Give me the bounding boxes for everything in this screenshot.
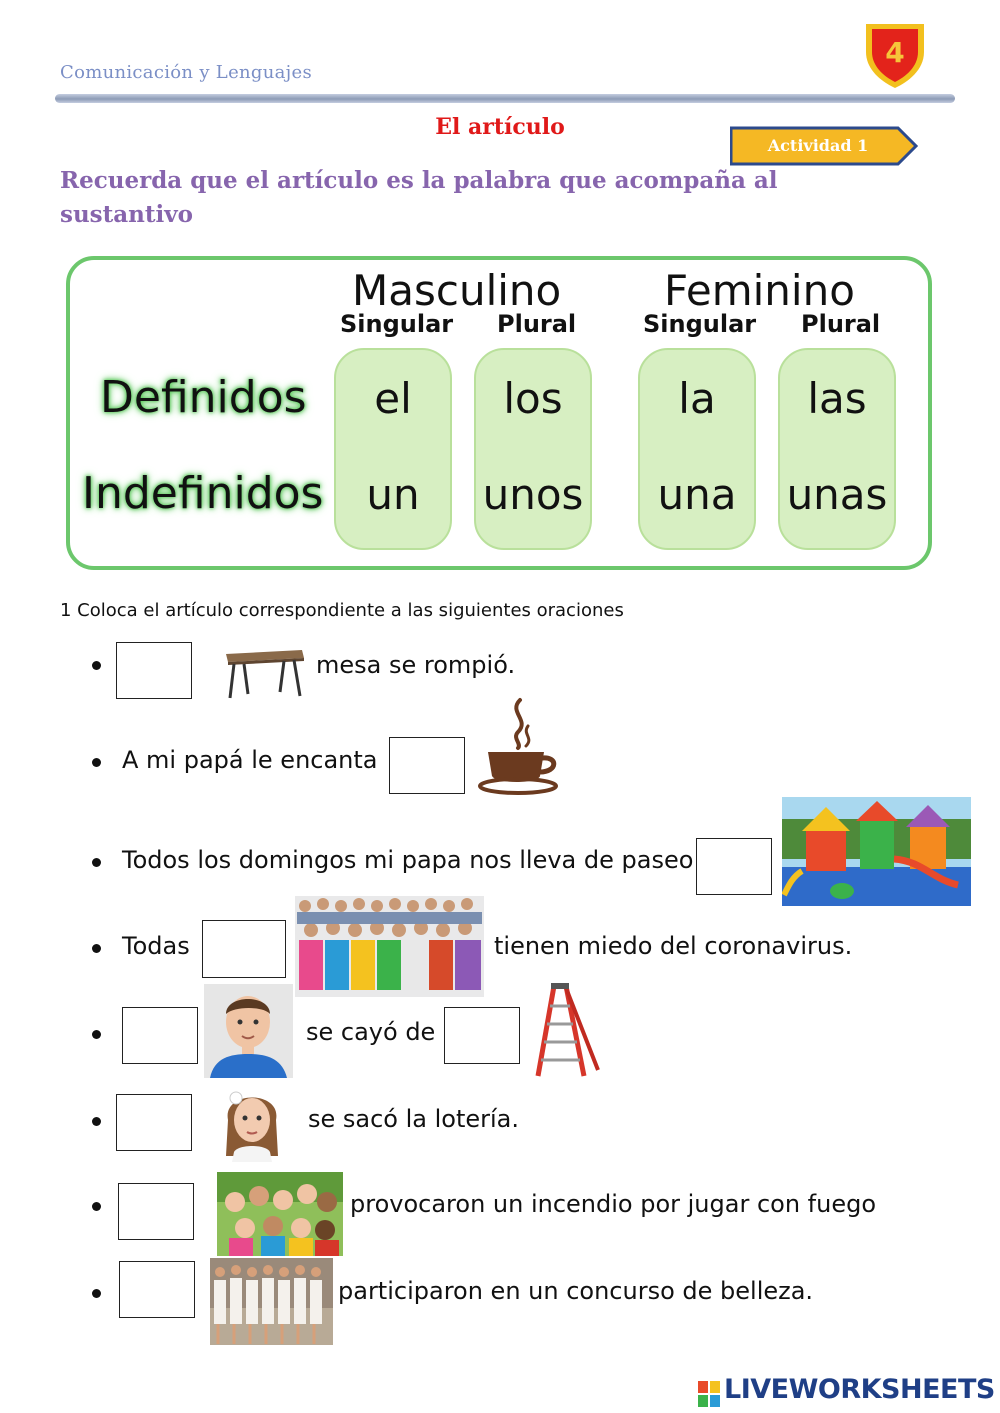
exercise-text: participaron en un concurso de belleza. <box>338 1277 814 1305</box>
page-title: El artículo <box>435 114 565 140</box>
article-cell: un <box>366 470 420 519</box>
number-plural-m: Plural <box>497 310 577 338</box>
playground-image <box>782 797 971 906</box>
bullet <box>92 758 101 767</box>
exercise-text: A mi papá le encanta <box>122 746 378 774</box>
exercise-text: provocaron un incendio por jugar con fuego <box>350 1190 877 1218</box>
subject-label: Comunicación y Lenguajes <box>60 62 313 83</box>
grade-shield-icon <box>862 18 928 90</box>
answer-input[interactable] <box>116 1094 192 1151</box>
article-cell: el <box>374 374 412 423</box>
answer-input[interactable] <box>116 642 192 699</box>
bullet <box>92 1289 101 1298</box>
answer-input[interactable] <box>696 838 772 895</box>
exercise-text: Todos los domingos mi papa nos lleva de paseo <box>122 846 694 874</box>
gender-masculino: Masculino <box>352 266 562 315</box>
answer-input[interactable] <box>119 1261 195 1318</box>
exercise-text: se cayó de <box>306 1018 436 1046</box>
grade-number: 4 <box>885 36 905 69</box>
article-cell: los <box>503 374 563 423</box>
beauty-contestants-image <box>210 1258 333 1345</box>
answer-input[interactable] <box>118 1183 194 1240</box>
exercise-text: se sacó la lotería. <box>308 1105 520 1133</box>
article-cell: las <box>807 374 867 423</box>
boy-image <box>204 984 293 1078</box>
article-cell: una <box>657 470 737 519</box>
children-group-image <box>217 1172 343 1256</box>
bullet <box>92 661 101 670</box>
answer-input[interactable] <box>122 1007 198 1064</box>
instruction-text: 1 Coloca el artículo correspondiente a las siguientes oraciones <box>60 600 624 621</box>
coffee-cup-image <box>478 696 564 800</box>
header-divider <box>55 94 955 103</box>
number-singular-m: Singular <box>340 310 454 338</box>
article-cell: unas <box>786 470 888 519</box>
article-cell: la <box>678 374 716 423</box>
bullet <box>92 1030 101 1039</box>
table-image <box>222 646 306 700</box>
ladder-image <box>532 982 602 1080</box>
girl-image <box>214 1080 290 1162</box>
bullet <box>92 858 101 867</box>
exercise-text: Todas <box>122 932 190 960</box>
gender-feminino: Feminino <box>664 266 855 315</box>
bullet <box>92 1117 101 1126</box>
exercise-text: mesa se rompió. <box>316 651 516 679</box>
answer-input[interactable] <box>444 1007 520 1064</box>
crowd-image <box>295 896 484 997</box>
row-label-indefinidos: Indefinidos <box>82 468 324 519</box>
exercise-text: tienen miedo del coronavirus. <box>494 932 853 960</box>
answer-input[interactable] <box>202 920 286 978</box>
liveworksheets-logo-icon <box>698 1378 722 1410</box>
liveworksheets-brand: LIVEWORKSHEETS <box>724 1374 995 1405</box>
activity-badge-label: Actividad 1 <box>767 136 869 155</box>
activity-badge <box>730 126 920 166</box>
answer-input[interactable] <box>389 737 465 794</box>
bullet <box>92 1202 101 1211</box>
row-label-definidos: Definidos <box>100 372 307 423</box>
bullet <box>92 944 101 953</box>
article-cell: unos <box>482 470 584 519</box>
number-plural-f: Plural <box>801 310 881 338</box>
number-singular-f: Singular <box>643 310 757 338</box>
intro-text: Recuerda que el artículo es la palabra que acompaña al sustantivo <box>60 167 778 228</box>
